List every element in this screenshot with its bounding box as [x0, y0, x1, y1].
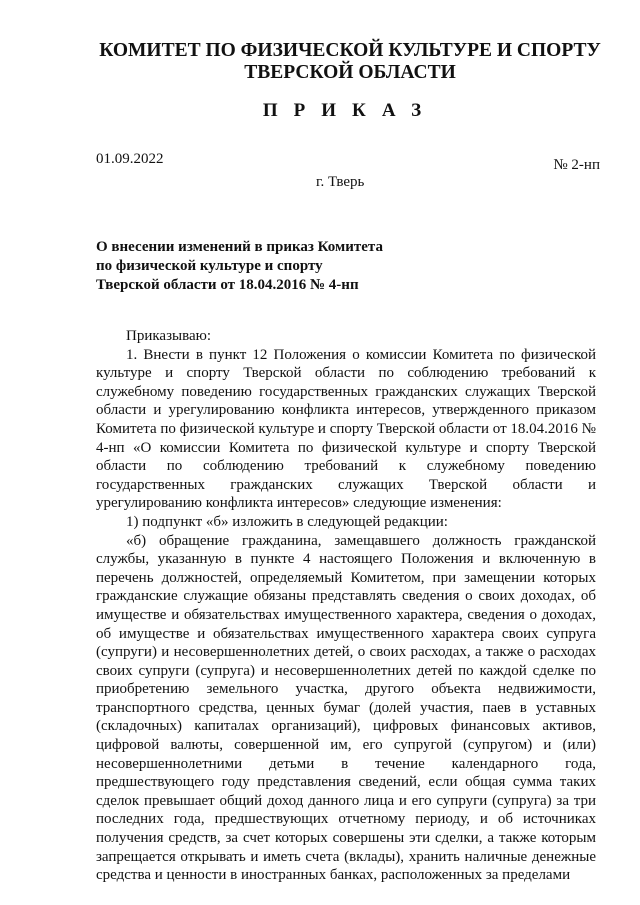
order-preamble: Приказываю:: [126, 328, 211, 344]
order-subject-line-2: по физической культуре и спорту: [96, 258, 323, 274]
organization-title-line-1: КОМИТЕТ ПО ФИЗИЧЕСКОЙ КУЛЬТУРЕ И СПОРТУ: [99, 40, 601, 61]
order-paragraph-1: 1. Внести в пункт 12 Положения о комиссии Комитета по физической культуре и спорту Тверской области по соблюдению требований к служебному поведению государственных гражданских служащих Тверской области и урегулированию конфликта интересов, утвержденного приказом Комитета по физической культуре и спорту Тверской области от 18.04.2016 № 4-нп «О комиссии Комитета по физической культуре и спорту Тверской области по соблюдению требований к служебному поведению государственных гражданских служащих Тверской области и урегулированию конфликта интересов» следующие изменения:: [96, 346, 596, 512]
order-number: № 2-нп: [553, 157, 600, 173]
order-paragraph-2: 1) подпункт «б» изложить в следующей редакции:: [126, 513, 448, 530]
organization-title: [90, 40, 610, 84]
order-subject: [96, 238, 383, 295]
order-paragraph-3: «б) обращение гражданина, замещавшего должность гражданской службы, указанную в пункте 4 настоящего Положения и включенную в перечень должностей, определяемый Комитетом, при замещении которых гражданские служащие обязаны представлять сведения о своих доходах, об имуществе и обязательствах имущественного характера, сведения о доходах, об имуществе и обязательствах имущественного характера своих супруга (супруги) и несовершеннолетних детей, о своих расходах, а также о расходах своих супруги (супруга) и несовершеннолетних детей по каждой сделке по приобретению земельного участка, другого объекта недвижимости, транспортного средства, ценных бумаг (долей участия, паев в уставных (складочных) капиталах организаций), цифровых финансовых активов, цифровой валюты, совершенной им, его супругой (супругом) и (или) несовершеннолетними детьми в течение календарного года, предшествующего году представления сведений, если общая сумма таких сделок превышает общий доход данного лица и его супруги (супруга) за три последних года, предшествующих отчетному периоду, и об источниках получения средств, за счет которых совершены эти сделки, а также которым запрещается открывать и иметь счета (вклады), хранить наличные денежные средства и ценности в иностранных банках, расположенных за пределами: [96, 532, 596, 884]
order-body: [96, 327, 596, 885]
order-subject-line-3: Тверской области от 18.04.2016 № 4-нп: [96, 277, 359, 293]
order-city: г. Тверь: [316, 174, 365, 190]
organization-title-line-2: ТВЕРСКОЙ ОБЛАСТИ: [244, 62, 456, 83]
order-subject-line-1: О внесении изменений в приказ Комитета: [96, 239, 383, 255]
order-date: 01.09.2022: [96, 151, 164, 167]
order-heading: ПРИКАЗ: [262, 100, 438, 121]
